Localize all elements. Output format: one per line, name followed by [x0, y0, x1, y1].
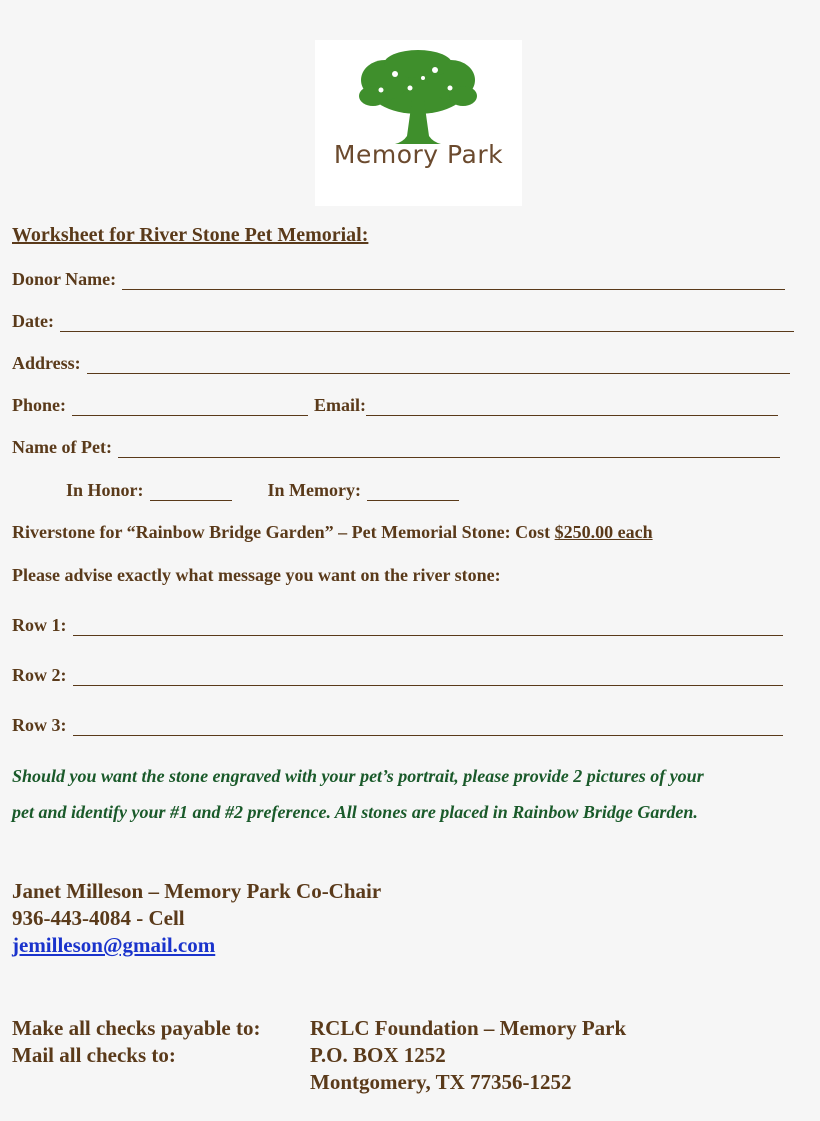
- row-1-blank: [73, 619, 783, 636]
- portrait-note-line-1: Should you want the stone engraved with your pet’s portrait, please provide 2 pictures of your: [12, 766, 704, 786]
- stone-cost-line: [12, 522, 653, 543]
- donor-name-blank: [122, 273, 785, 290]
- email-label: Email:: [314, 395, 366, 415]
- mail-address-line-2: Montgomery, TX 77356-1252: [310, 1070, 572, 1094]
- in-honor-label: In Honor:: [66, 480, 144, 500]
- pet-name-blank: [118, 441, 780, 458]
- pet-name-field: [12, 437, 780, 458]
- honor-memory-field: [66, 480, 459, 501]
- logo: [315, 40, 522, 206]
- mail-address-line-1: P.O. BOX 1252: [310, 1043, 446, 1067]
- donor-name-label: Donor Name:: [12, 269, 117, 289]
- address-label: Address:: [12, 353, 81, 373]
- payable-value: RCLC Foundation – Memory Park: [310, 1016, 627, 1040]
- stone-cost: $250.00 each: [554, 522, 653, 542]
- phone-blank: [72, 399, 308, 416]
- row-1-label: Row 1:: [12, 615, 67, 635]
- mail-label: Mail all checks to:: [12, 1043, 176, 1067]
- in-memory-label: In Memory:: [267, 480, 361, 500]
- donor-name-field: [12, 269, 785, 290]
- date-field: [12, 311, 794, 332]
- row-2-label: Row 2:: [12, 665, 67, 685]
- pet-name-label: Name of Pet:: [12, 437, 112, 457]
- advise-instructions: Please advise exactly what message you want on the river stone:: [12, 565, 501, 585]
- date-label: Date:: [12, 311, 54, 331]
- in-memory-blank: [367, 484, 459, 501]
- logo-text: Memory Park: [333, 140, 504, 169]
- row-3-blank: [73, 719, 783, 736]
- email-blank: [366, 399, 778, 416]
- address-blank: [87, 357, 790, 374]
- row-2-blank: [73, 669, 783, 686]
- date-blank: [60, 315, 794, 332]
- row-2-field: [12, 665, 783, 686]
- row-1-field: [12, 615, 783, 636]
- in-honor-blank: [150, 484, 232, 501]
- portrait-note-line-2: pet and identify your #1 and #2 preference. All stones are placed in Rainbow Bridge Garden.: [12, 802, 698, 822]
- contact-email-link[interactable]: jemilleson@gmail.com: [12, 933, 216, 957]
- worksheet-title: Worksheet for River Stone Pet Memorial:: [12, 224, 369, 246]
- phone-email-field: [12, 395, 778, 416]
- address-field: [12, 353, 790, 374]
- payable-label: Make all checks payable to:: [12, 1016, 261, 1040]
- tree-icon: [315, 40, 522, 150]
- phone-label: Phone:: [12, 395, 66, 415]
- contact-name: Janet Milleson – Memory Park Co-Chair: [12, 879, 382, 903]
- stone-description: Riverstone for “Rainbow Bridge Garden” – Pet Memorial Stone: Cost: [12, 522, 551, 542]
- contact-phone: 936-443-4084 - Cell: [12, 906, 185, 930]
- row-3-field: [12, 715, 783, 736]
- row-3-label: Row 3:: [12, 715, 67, 735]
